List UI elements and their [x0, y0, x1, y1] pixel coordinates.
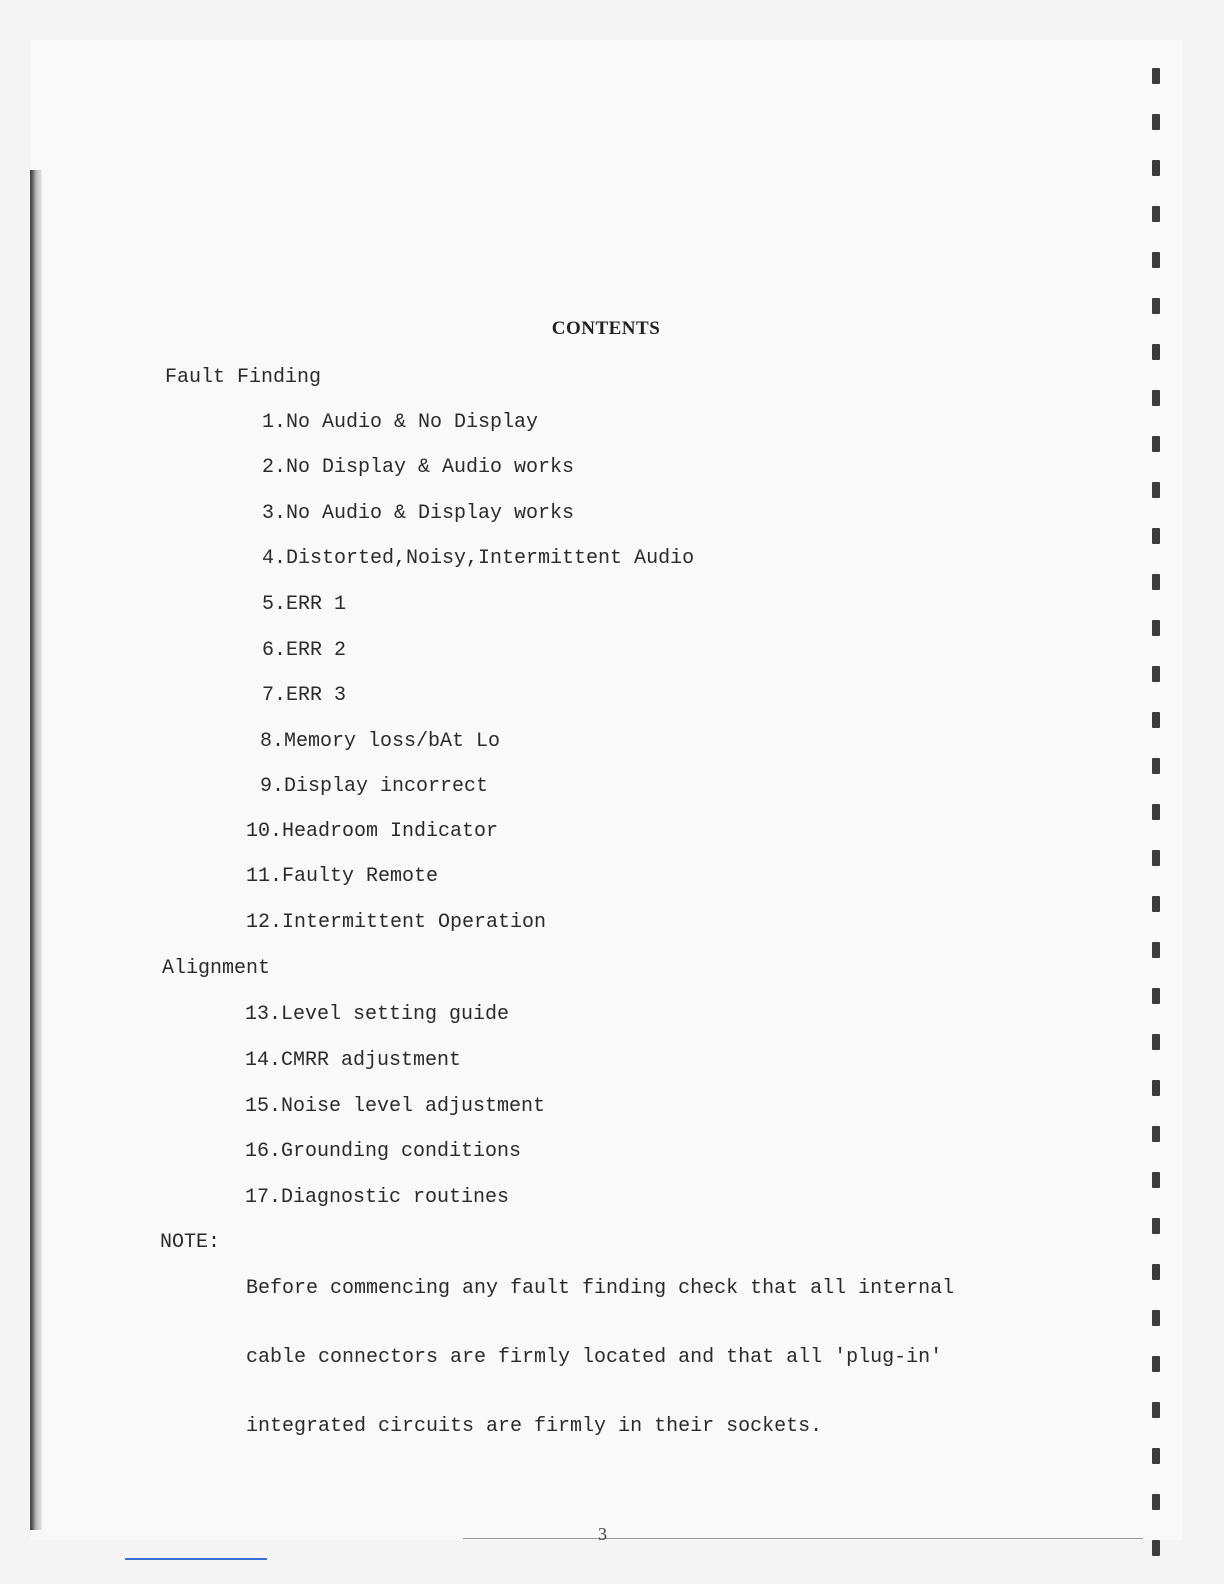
note-line: integrated circuits are firmly in their sockets.: [246, 1415, 823, 1438]
binding-hole: [1152, 1218, 1160, 1234]
binding-hole: [1152, 712, 1160, 728]
contents-item: 15.Noise level adjustment: [245, 1095, 546, 1118]
binding-hole: [1152, 1448, 1160, 1464]
binding-hole: [1152, 620, 1160, 636]
contents-item: 3.No Audio & Display works: [262, 502, 575, 525]
page-number: 3: [598, 1524, 607, 1544]
binding-hole: [1152, 1540, 1160, 1556]
section-heading-alignment: Alignment: [162, 957, 271, 980]
binding-hole: [1152, 344, 1160, 360]
binding-hole: [1152, 574, 1160, 590]
note-body: [246, 1231, 1076, 1484]
binding-hole: [1152, 1310, 1160, 1326]
scan-left-edge-shadow: [30, 170, 42, 1530]
contents-item: 14.CMRR adjustment: [245, 1049, 462, 1072]
note-line: Before commencing any fault finding check that all internal: [246, 1277, 955, 1300]
binding-hole: [1152, 666, 1160, 682]
page-title: CONTENTS: [551, 318, 661, 339]
contents-item: 2.No Display & Audio works: [262, 456, 575, 479]
binding-hole: [1152, 942, 1160, 958]
binding-hole: [1152, 252, 1160, 268]
binding-hole: [1152, 390, 1160, 406]
binding-hole: [1152, 114, 1160, 130]
contents-item: 11.Faulty Remote: [246, 865, 439, 888]
contents-item: 10.Headroom Indicator: [246, 820, 499, 843]
contents-item: 17.Diagnostic routines: [245, 1186, 510, 1209]
scan-artifact-line: [125, 1558, 267, 1560]
binding-hole: [1152, 528, 1160, 544]
binding-hole: [1152, 436, 1160, 452]
contents-item: 9.Display incorrect: [260, 775, 489, 798]
contents-item: 6.ERR 2: [262, 639, 347, 662]
contents-item: 8.Memory loss/bAt Lo: [260, 730, 501, 753]
binding-hole: [1152, 298, 1160, 314]
contents-item: 7.ERR 3: [262, 684, 347, 707]
binding-hole: [1152, 1034, 1160, 1050]
binding-hole: [1152, 1264, 1160, 1280]
binding-hole: [1152, 206, 1160, 222]
binding-hole: [1152, 1172, 1160, 1188]
contents-item: 16.Grounding conditions: [245, 1140, 522, 1163]
binding-hole: [1152, 68, 1160, 84]
binding-hole: [1152, 1402, 1160, 1418]
binding-holes: [1150, 60, 1164, 1560]
note-line: cable connectors are firmly located and that all 'plug-in': [246, 1346, 943, 1369]
binding-hole: [1152, 160, 1160, 176]
contents-item: 1.No Audio & No Display: [262, 411, 539, 434]
binding-hole: [1152, 804, 1160, 820]
binding-hole: [1152, 896, 1160, 912]
note-label: NOTE:: [160, 1231, 221, 1254]
contents-item: 12.Intermittent Operation: [246, 911, 547, 934]
binding-hole: [1152, 1080, 1160, 1096]
binding-hole: [1152, 1494, 1160, 1510]
binding-hole: [1152, 482, 1160, 498]
binding-hole: [1152, 850, 1160, 866]
contents-item: 13.Level setting guide: [245, 1003, 510, 1026]
binding-hole: [1152, 758, 1160, 774]
contents-item: 4.Distorted,Noisy,Intermittent Audio: [262, 547, 695, 570]
footer-rule: [463, 1538, 1143, 1539]
binding-hole: [1152, 1126, 1160, 1142]
section-heading-fault-finding: Fault Finding: [165, 366, 322, 389]
binding-hole: [1152, 988, 1160, 1004]
binding-hole: [1152, 1356, 1160, 1372]
contents-item: 5.ERR 1: [262, 593, 347, 616]
